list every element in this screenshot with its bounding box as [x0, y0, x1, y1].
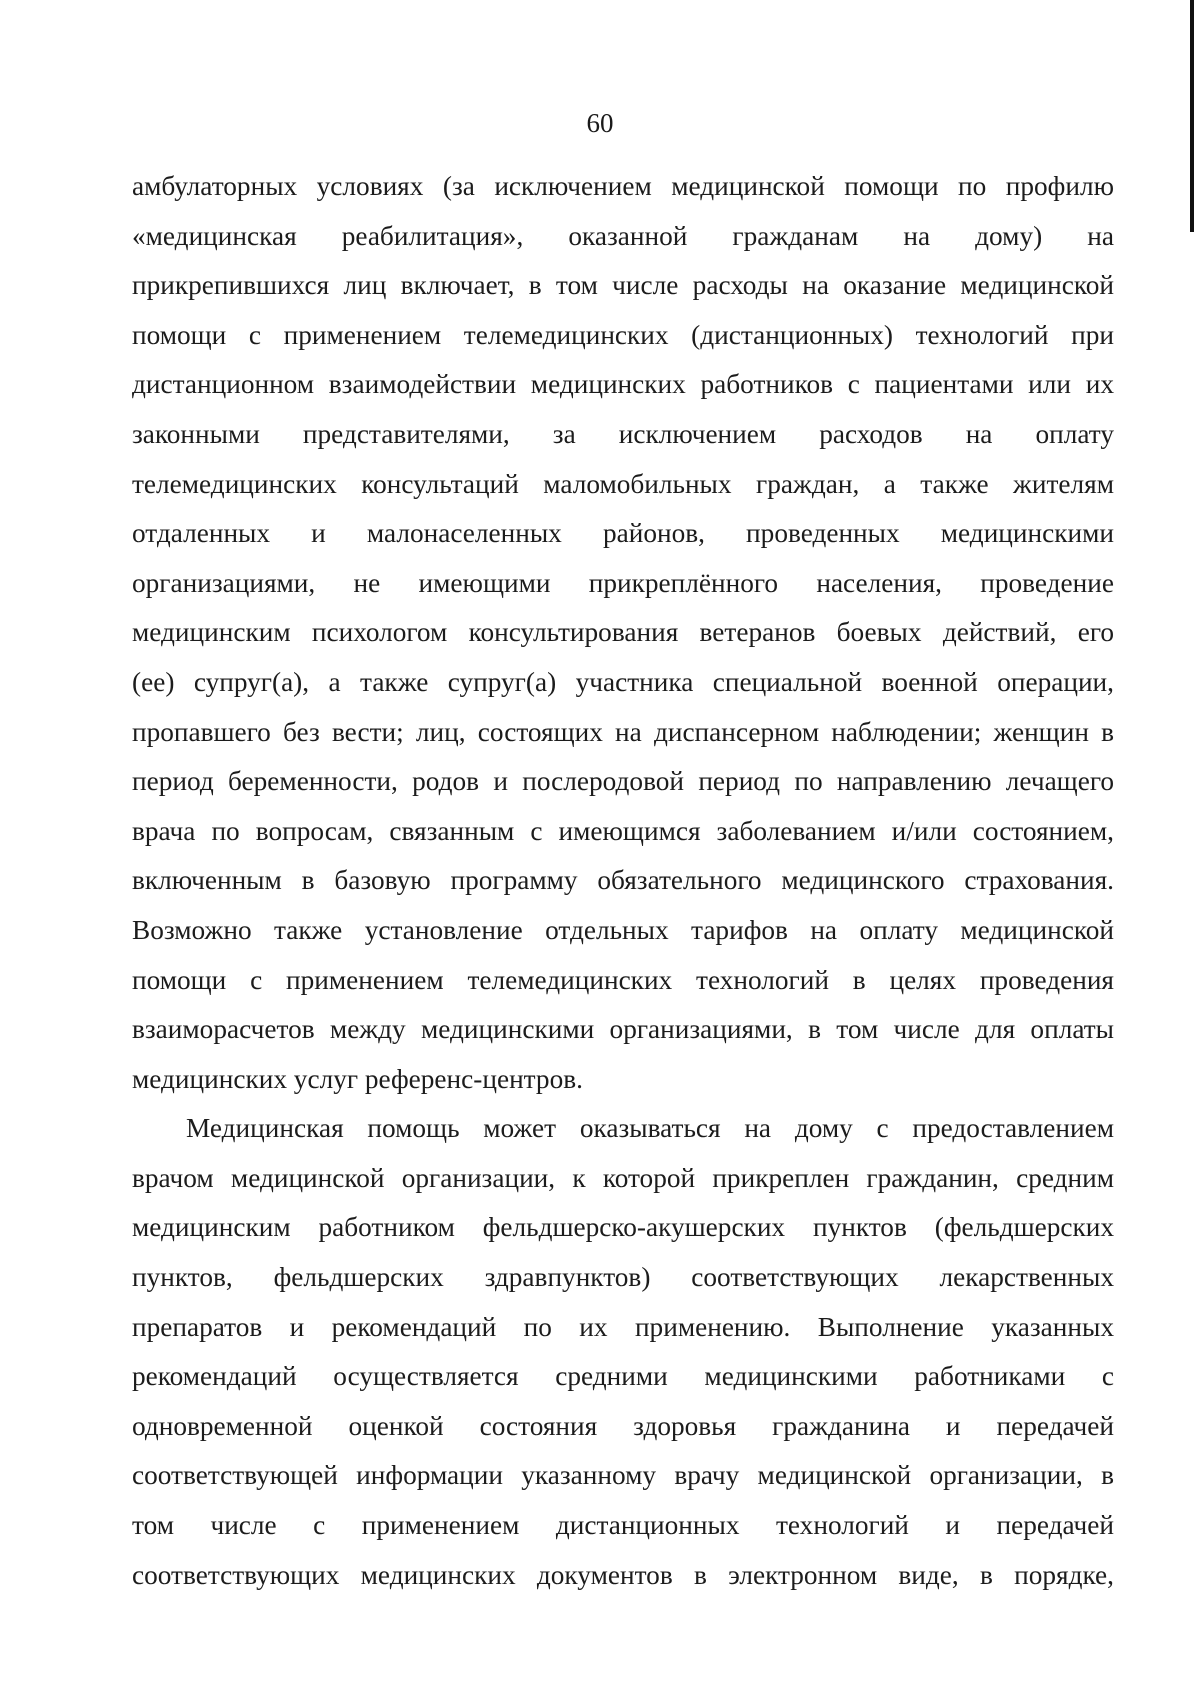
text-line: пунктов, фельдшерских здравпунктов) соответствующих лекарственных: [132, 1262, 1114, 1293]
text-line: том числе с применением дистанционных технологий и передачей: [132, 1510, 1114, 1541]
text-line: взаиморасчетов между медицинскими организациями, в том числе для оплаты: [132, 1014, 1114, 1045]
text-line: включенным в базовую программу обязательного медицинского страхования.: [132, 865, 1114, 896]
text-line: соответствующей информации указанному врачу медицинской организации, в: [132, 1460, 1114, 1491]
body-text: [132, 162, 1114, 1600]
text-line: препаратов и рекомендаций по их применению. Выполнение указанных: [132, 1311, 1114, 1342]
text-line: (ее) супруг(а), а также супруг(а) участника специальной военной операции,: [132, 666, 1114, 697]
text-line: отдаленных и малонаселенных районов, проведенных медицинскими: [132, 518, 1114, 549]
text-line: пропавшего без вести; лиц, состоящих на диспансерном наблюдении; женщин в: [132, 716, 1114, 747]
text-line: одновременной оценкой состояния здоровья гражданина и передачей: [132, 1410, 1114, 1441]
text-line: соответствующих медицинских документов в электронном виде, в порядке,: [132, 1559, 1114, 1590]
text-line: медицинским работником фельдшерско-акушерских пунктов (фельдшерских: [132, 1212, 1114, 1243]
text-line: Возможно также установление отдельных тарифов на оплату медицинской: [132, 914, 1114, 945]
text-line: «медицинская реабилитация», оказанной гражданам на дому) на: [132, 220, 1114, 251]
text-line: помощи с применением телемедицинских (дистанционных) технологий при: [132, 319, 1114, 350]
text-line: врача по вопросам, связанным с имеющимся заболеванием и/или состоянием,: [132, 815, 1114, 846]
text-line: амбулаторных условиях (за исключением медицинской помощи по профилю: [132, 171, 1114, 201]
paragraph-2: [132, 1104, 1114, 1600]
text-line: рекомендаций осуществляется средними медицинскими работниками с: [132, 1361, 1114, 1392]
text-line: медицинским психологом консультирования ветеранов боевых действий, его: [132, 617, 1114, 648]
text-line: врачом медицинской организации, к которой прикреплен гражданин, средним: [132, 1162, 1114, 1193]
text-line: прикрепившихся лиц включает, в том числе расходы на оказание медицинской: [132, 270, 1114, 301]
page-number: 60: [586, 108, 614, 138]
paragraph-1: [132, 162, 1114, 1104]
text-line: медицинских услуг референс-центров.: [132, 1063, 583, 1094]
text-line: Медицинская помощь может оказываться на дому с предоставлением: [186, 1113, 1114, 1144]
text-line: период беременности, родов и послеродовой период по направлению лечащего: [132, 766, 1114, 797]
text-line: организациями, не имеющими прикреплённого населения, проведение: [132, 567, 1114, 598]
text-line: дистанционном взаимодействии медицинских работников с пациентами или их: [132, 369, 1114, 400]
text-line: законными представителями, за исключением расходов на оплату: [132, 418, 1114, 449]
text-line: помощи с применением телемедицинских технологий в целях проведения: [132, 964, 1114, 995]
text-line: телемедицинских консультаций маломобильных граждан, а также жителям: [132, 468, 1114, 499]
